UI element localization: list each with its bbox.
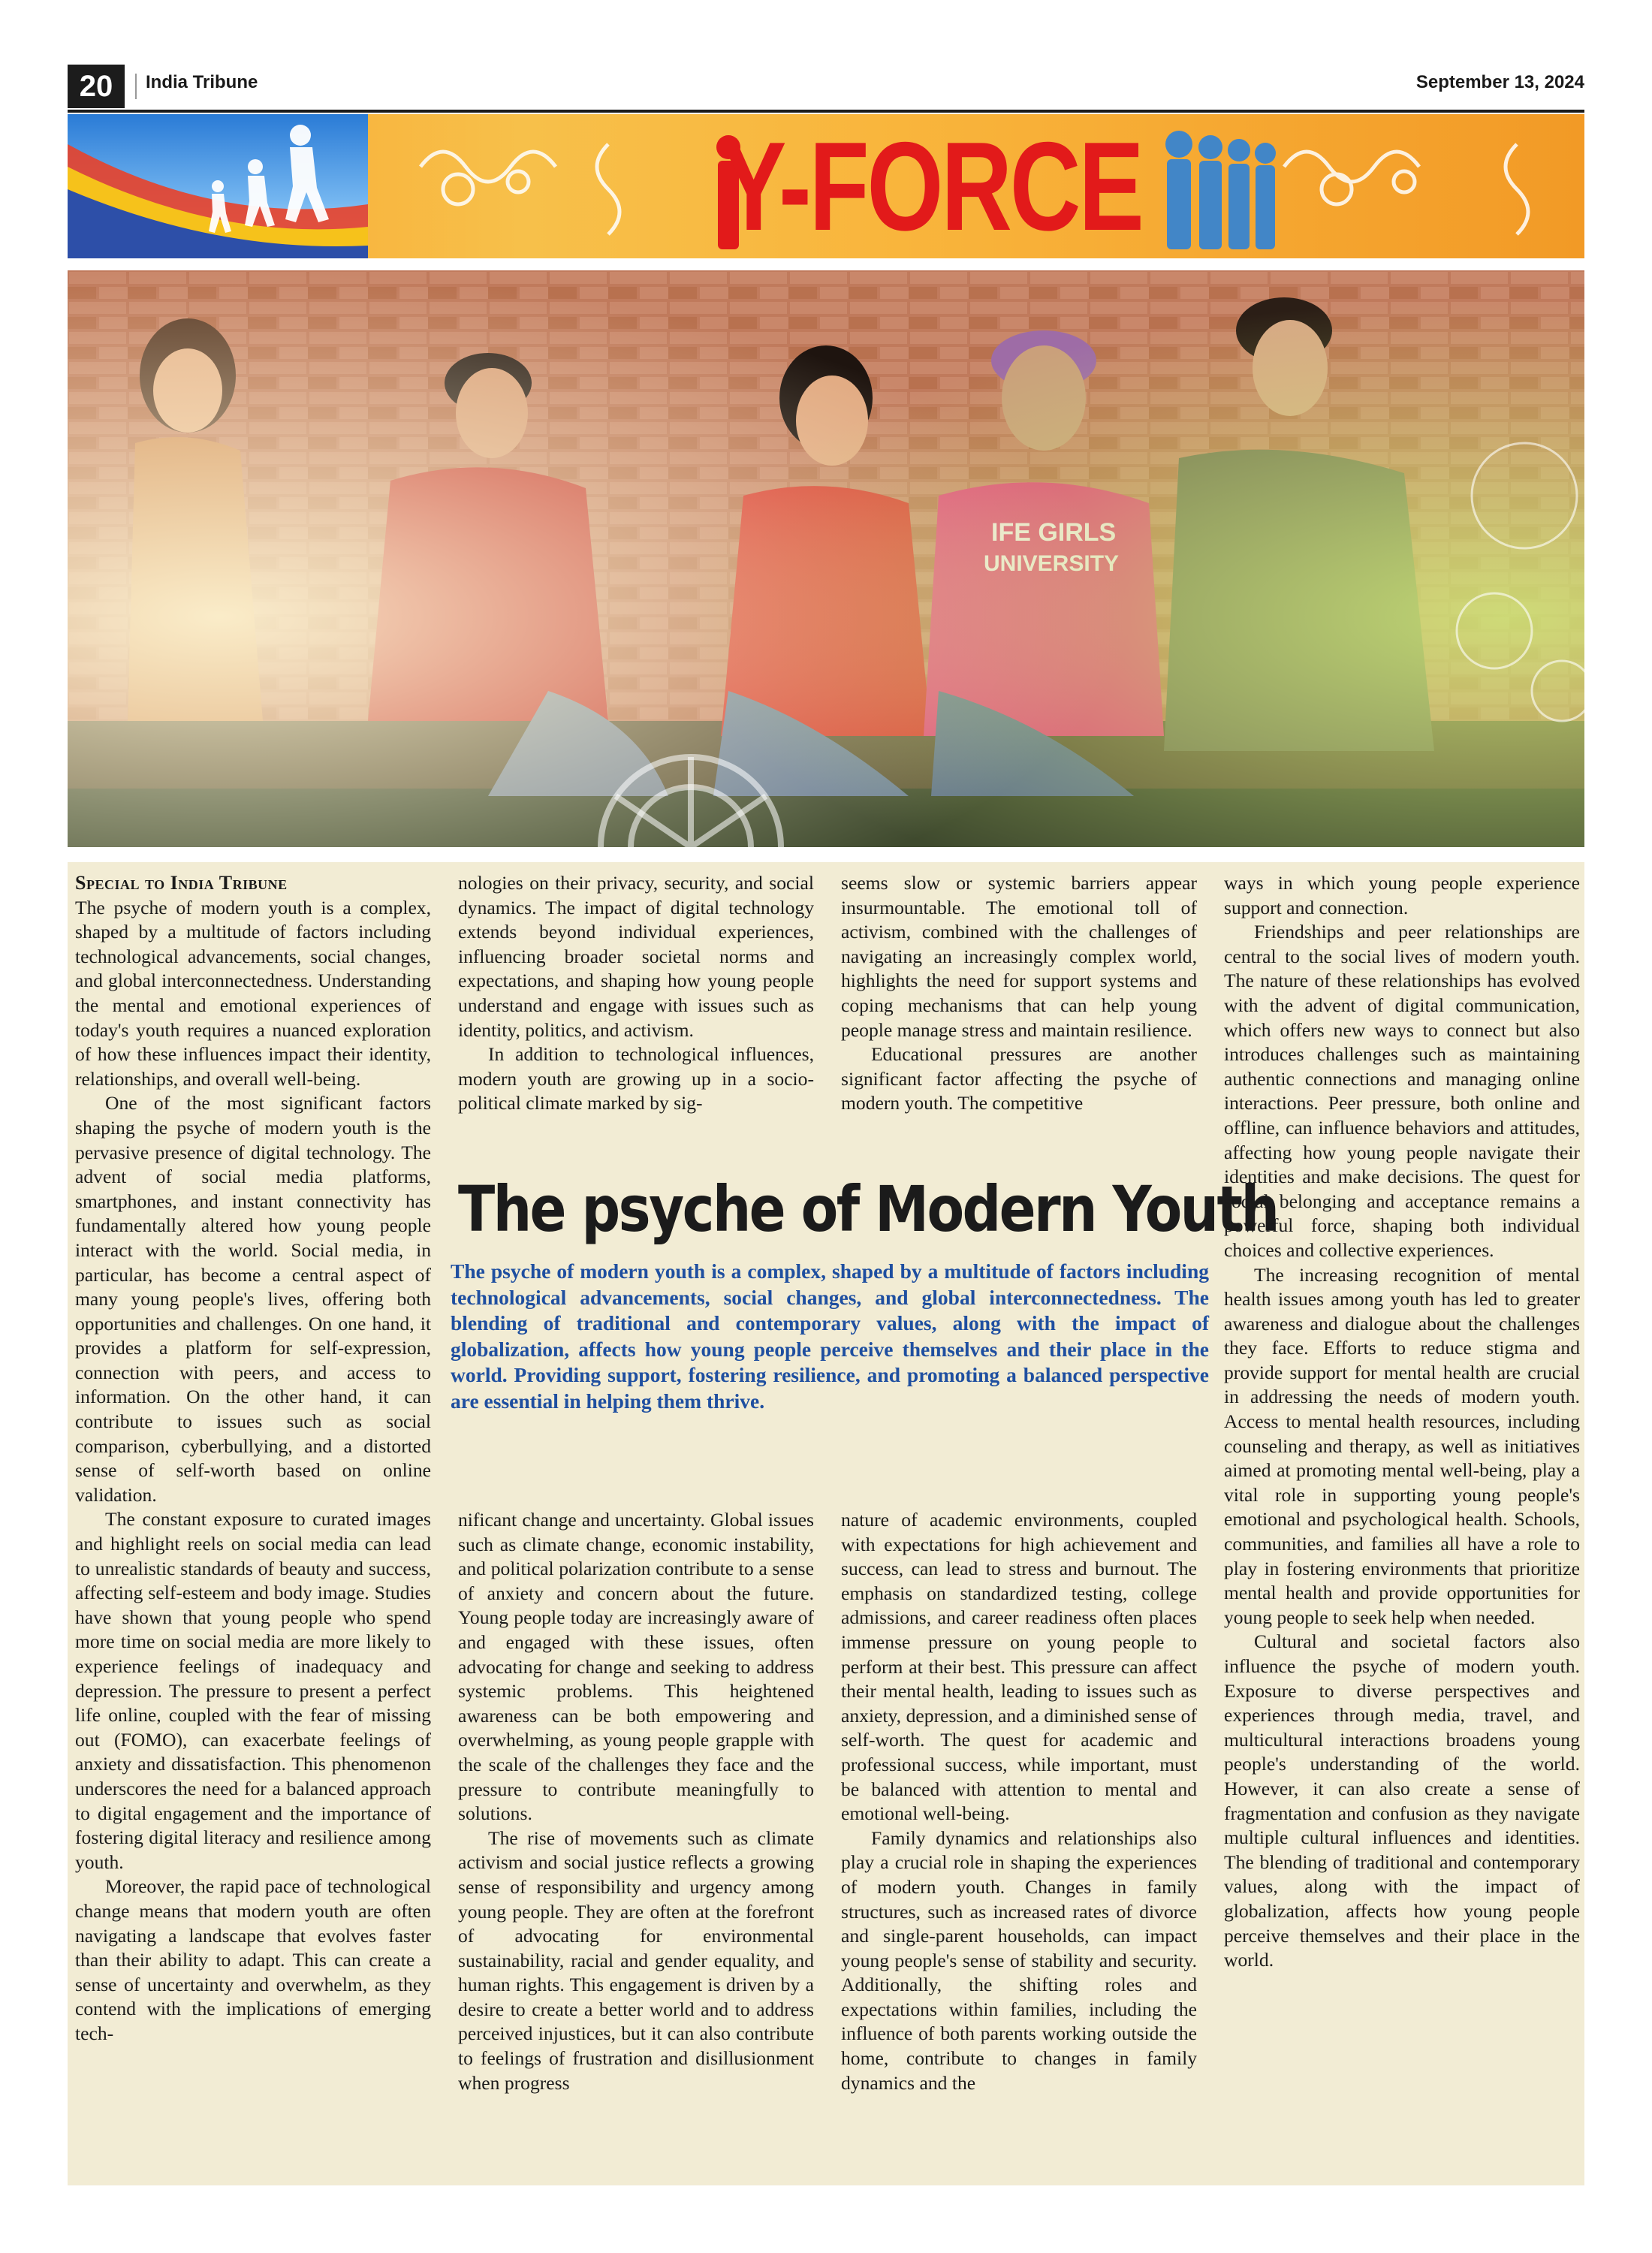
paragraph: seems slow or systemic barriers appear insurmountable. The emotional toll of activism, combined with the challenges of navigating an increasingly complex world, highlights the need for support systems and coping mechanisms that can help young people manage stress and maintain resilience.: [841, 872, 1197, 1041]
paragraph: nologies on their privacy, security, and social dynamics. The impact of digital technology extends beyond individual experiences, influencing broader societal norms and expectations, and shaping how young people understand and engage with issues such as identity, politics, and activism.: [458, 872, 814, 1041]
page-number: 20: [68, 65, 125, 108]
paragraph: Educational pressures are another significant factor affecting the psyche of modern youth. The competitive: [841, 1043, 1197, 1114]
publication-name: India Tribune: [146, 72, 258, 92]
paragraph: Friendships and peer relationships are central to the social lives of modern youth. The nature of these relationships has evolved with the advent of digital communication, which offers new ways to connect but also introduces challenges such as maintaining authentic connections and managing online interactions. Peer pressure, both online and offline, can influence behaviors and attitudes, affecting how young people navigate their identities and make decisions. The quest for social belonging and acceptance remains a powerful force, shaping both individual choices and collective experiences.: [1224, 921, 1580, 1261]
paragraph: The rise of movements such as climate activism and social justice reflects a growing sense of responsibility and urgency among young people. They are often at the forefront of advocating for environmental sustainability, racial and gender equality, and human rights. This engagement is driven by a desire to create a better world and to address perceived injustices, but it can also contribute to feelings of frustration and disillusionment when progress: [458, 1826, 814, 2094]
feature-photo: [68, 270, 1584, 847]
page-header: [68, 65, 1584, 108]
article-column-2-top: [458, 871, 814, 1116]
paragraph: One of the most significant factors shaping the psyche of modern youth is the pervasive presence of digital technology. The advent of social media platforms, smartphones, and instant connectivity has fundamentally altered how young people interact with the world. Social media, in particular, has become a central aspect of many young people's lives, offering both opportunities and challenges. On one hand, it provides a platform for self-expression, connection with peers, and access to information. On the other hand, it can contribute to issues such as social comparison, cyberbullying, and a distorted sense of self-worth based on online validation.: [75, 1092, 431, 1506]
paragraph: In addition to technological influences, modern youth are growing up in a socio-political climate marked by sig-: [458, 1043, 814, 1114]
paragraph: The increasing recognition of mental health issues among youth has led to greater awareness and dialogue about the challenges they face. Efforts to reduce stigma and provide support for mental health are crucial in addressing the needs of modern youth. Access to mental health resources, including counseling and therapy, as well as initiatives aimed at promoting mental well-being, play a vital role in supporting young people's emotional and psychological health. Schools, communities, and families all have a role to play in fostering environments that prioritize mental health and provide opportunities for young people to seek help when needed.: [1224, 1263, 1580, 1628]
article-column-1: [75, 871, 431, 2046]
header-rule: [68, 110, 1584, 113]
paragraph: nature of academic environments, coupled with expectations for high achievement and success, can lead to stress and burnout. The emphasis on standardized testing, college admissions, and career readiness often places immense pressure on young people to perform at their best. This pressure can affect their mental health, leading to issues such as anxiety, depression, and a diminished sense of self-worth. The quest for academic and professional success, while important, must be balanced with attention to mental and emotional well-being.: [841, 1509, 1197, 1825]
issue-date: September 13, 2024: [1415, 72, 1584, 92]
header-separator: [135, 74, 137, 99]
paragraph: The constant exposure to curated images and highlight reels on social media can lead to unrealistic standards of beauty and success, affecting self-esteem and body image. Studies have shown that young people who spend more time on social media are more likely to experience feelings of inadequacy and depression. The pressure to present a perfect life online, coupled with the fear of missing out (FOMO), can exacerbate feelings of anxiety and dissatisfaction. This phenomenon underscores the need for a balanced approach to digital engagement and the importance of fostering digital literacy and resilience among youth.: [75, 1508, 431, 1873]
paragraph: Cultural and societal factors also influence the psyche of modern youth. Exposure to diverse perspectives and experiences through media, travel, and multicultural interactions broadens young people's understanding of the world. However, it can also create a sense of fragmentation and confusion as they navigate multiple cultural influences and identities. The blending of traditional and contemporary values, along with the impact of globalization, affects how young people perceive themselves and their place in the world.: [1224, 1630, 1580, 1971]
article-headline: The psyche of Modern Youth: [458, 1172, 1278, 1246]
businessmen-silhouette-icons: [1165, 131, 1276, 249]
article-column-4: [1224, 871, 1580, 1973]
youth-group-illustration: [68, 270, 1584, 847]
paragraph: Moreover, the rapid pace of technological change means that modern youth are often navigating a landscape that evolves faster than their ability to adapt. This can create a sense of uncertainty and overwhelm, as they contend with the implications of emerging tech-: [75, 1875, 431, 2044]
paragraph: nificant change and uncertainty. Global issues such as climate change, economic instability, and political polarization contribute to a sense of anxiety and concern about the future. Young people today are increasingly aware of and engaged with these issues, often advocating for change and seeking to address systemic problems. This heightened awareness can be both empowering and overwhelming, as young people grapple with the scale of the challenges they face and the pressure to contribute meaningfully to solutions.: [458, 1509, 814, 1825]
paragraph: Family dynamics and relationships also play a crucial role in shaping the experiences of modern youth. Changes in family structures, such as increased rates of divorce and single-parent households, can impact young people's sense of stability and security. Additionally, the shifting roles and expectations within families, including the influence of both parents working outside the home, contribute to changes in family dynamics and the: [841, 1826, 1197, 2094]
section-banner: [68, 114, 1584, 258]
paragraph: ways in which young people experience support and connection.: [1224, 872, 1580, 918]
byline: Special to India Tribune: [75, 872, 288, 894]
article-standfirst: The psyche of modern youth is a complex, shaped by a multitude of factors including technological advancements, social changes, and global interconnectedness. The blending of traditional and contemporary values, along with the impact of globalization, affects how young people perceive themselves and their place in the world. Providing support, fostering resilience, and promoting a balanced perspective are essential in helping them thrive.: [451, 1259, 1209, 1413]
section-title: Y-FORCE: [721, 116, 1142, 257]
article-column-3-bottom: [841, 1508, 1197, 2095]
article-column-2-bottom: [458, 1508, 814, 2095]
paragraph: The psyche of modern youth is a complex, shaped by a multitude of factors including technological advancements, social changes, and global interconnectedness. Understanding the mental and emotional experiences of today's youth requires a nuanced exploration of how these influences impact their identity, relationships, and overall well-being.: [75, 896, 431, 1090]
article-column-3-top: [841, 871, 1197, 1116]
article-body: [68, 862, 1584, 2185]
